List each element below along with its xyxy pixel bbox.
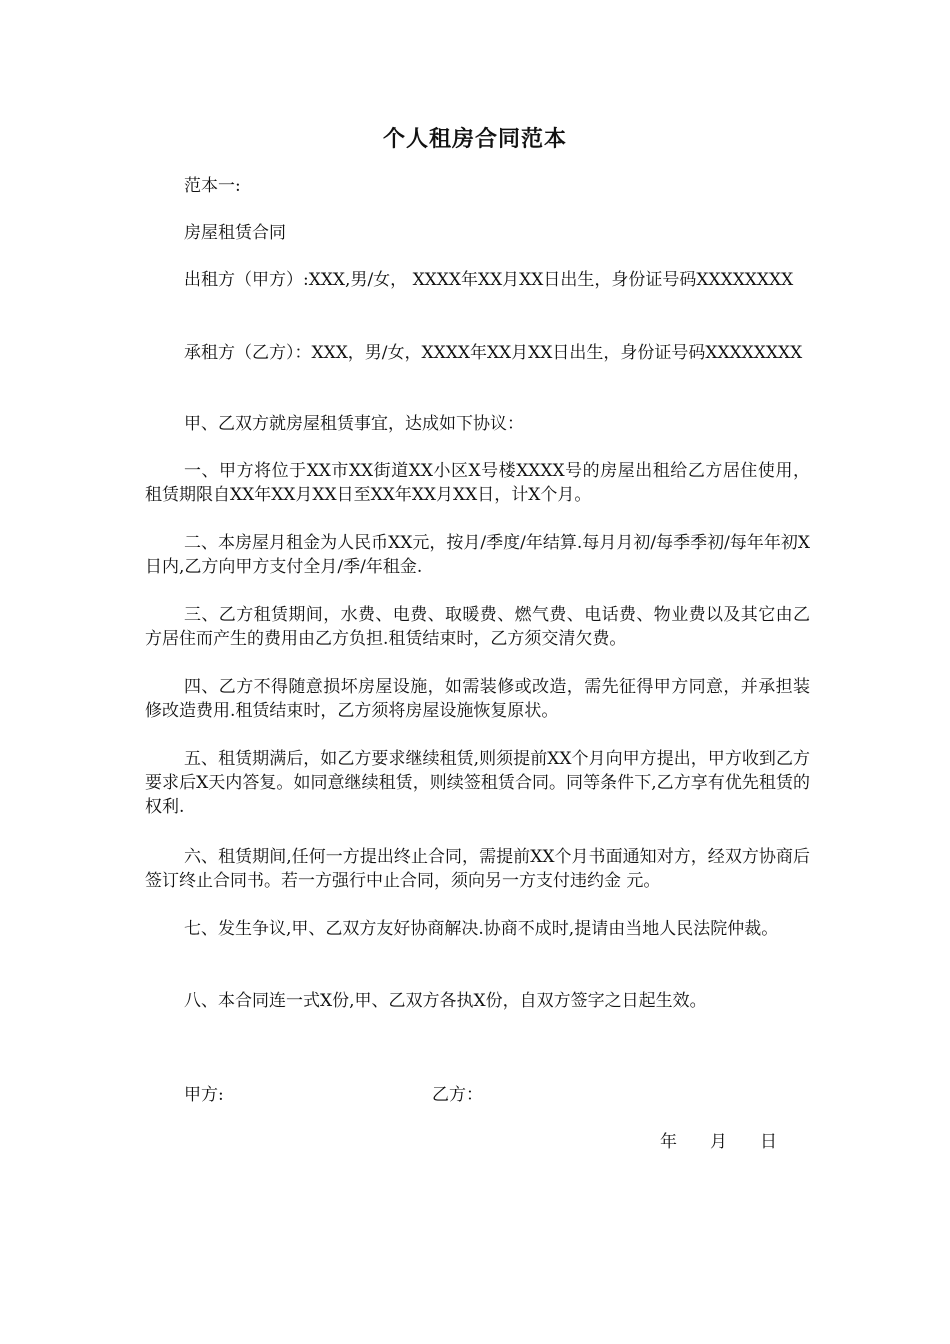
signature-party-a: 甲方: [184, 1085, 224, 1105]
paragraph-lessee: 承租方（乙方）：XXX，男/女，XXXX年XX月XX日出生，身份证号码XXXXXXXX [184, 343, 803, 363]
clause-1: 一、甲方将位于XX市XX街道XX小区X号楼XXXX号的房屋出租给乙方居住使用，租赁期限自XX年XX月XX日至XX年XX月XX日，计X个月。 [145, 461, 810, 505]
date-year: 年 [660, 1132, 677, 1152]
document-title: 个人租房合同范本 [382, 126, 567, 152]
signature-party-b: 乙方： [432, 1085, 483, 1105]
paragraph-lessor: 出租方（甲方）:XXX,男/女， XXXX年XX月XX日出生，身份证号码XXXXXXXX [184, 270, 794, 290]
clause-3: 三、乙方租赁期间，水费、电费、取暖费、燃气费、电话费、物业费以及其它由乙方居住而产生的费用由乙方负担.租赁结束时，乙方须交清欠费。 [145, 605, 810, 649]
date-day: 日 [760, 1132, 777, 1152]
date-month: 月 [710, 1132, 727, 1152]
clause-6: 六、租赁期间,任何一方提出终止合同，需提前XX个月书面通知对方，经双方协商后签订终止合同书。若一方强行中止合同，须向另一方支付违约金 元。 [145, 847, 810, 891]
paragraph-contract-heading: 房屋租赁合同 [184, 223, 286, 243]
paragraph-template-label: 范本一: [184, 176, 241, 196]
paragraph-agreement-intro: 甲、乙双方就房屋租赁事宜，达成如下协议： [184, 414, 524, 434]
clause-8: 八、本合同连一式X份,甲、乙双方各执X份，自双方签字之日起生效。 [184, 991, 707, 1011]
clause-5: 五、租赁期满后，如乙方要求继续租赁,则须提前XX个月向甲方提出，甲方收到乙方要求后X天内答复。如同意继续租赁，则续签租赁合同。同等条件下,乙方享有优先租赁的权利. [145, 749, 810, 817]
clause-7: 七、发生争议,甲、乙双方友好协商解决.协商不成时,提请由当地人民法院仲裁。 [184, 919, 779, 939]
clause-4: 四、乙方不得随意损坏房屋设施，如需装修或改造，需先征得甲方同意，并承担装修改造费用.租赁结束时，乙方须将房屋设施恢复原状。 [145, 677, 810, 721]
signature-date [660, 1130, 810, 1154]
clause-2: 二、本房屋月租金为人民币XX元，按月/季度/年结算.每月月初/每季季初/每年年初X日内,乙方向甲方支付全月/季/年租金. [145, 533, 810, 577]
